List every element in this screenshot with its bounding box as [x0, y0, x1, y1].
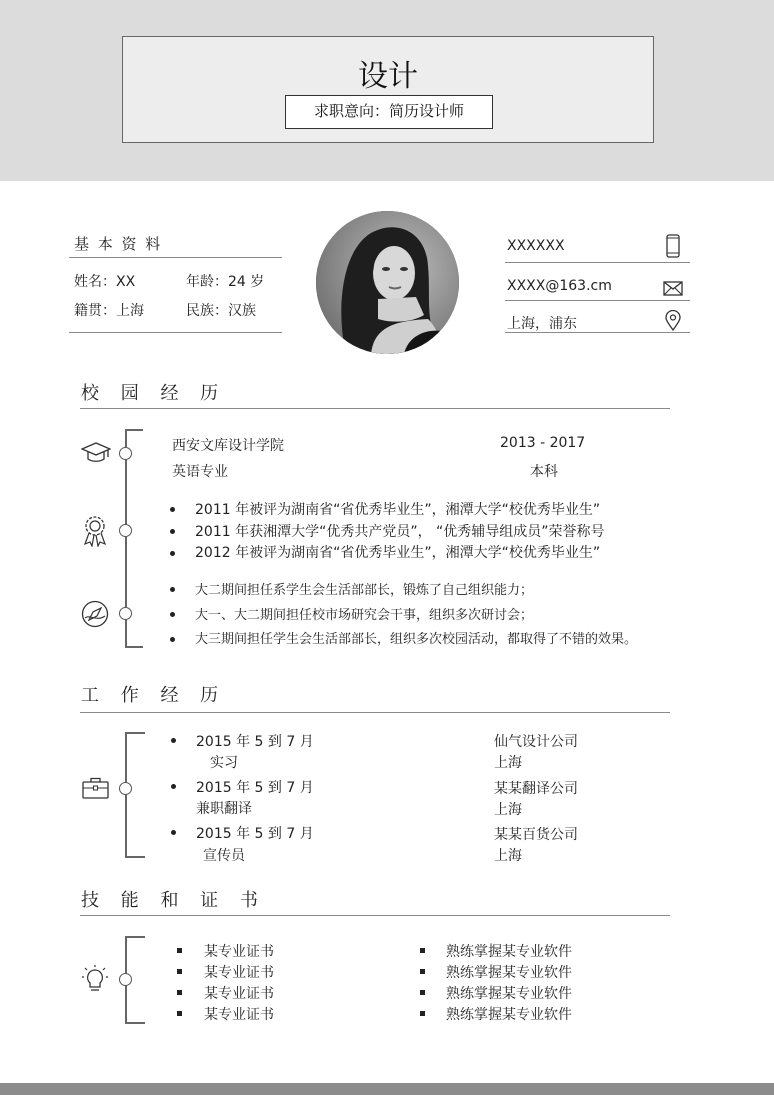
- job-date: 2015 年 5 到 7 月: [196, 826, 314, 842]
- bullet: [420, 1011, 425, 1016]
- job-city: 上海: [494, 848, 522, 864]
- timeline-cap: [125, 936, 145, 938]
- phone-icon: [666, 234, 680, 258]
- timeline-cap: [125, 646, 143, 648]
- graduation-cap-icon: [81, 442, 111, 464]
- section-divider: [80, 408, 670, 409]
- bullet: [170, 507, 175, 512]
- timeline-dot: [119, 447, 132, 460]
- bullet: [420, 948, 425, 953]
- bullet: [177, 1011, 182, 1016]
- bullet: [170, 529, 175, 534]
- job-date: 2015 年 5 到 7 月: [196, 734, 314, 750]
- degree: 本科: [530, 464, 558, 480]
- timeline-dot: [119, 973, 132, 986]
- bullet: [177, 969, 182, 974]
- divider: [69, 257, 282, 258]
- software-item: 熟练掌握某专业软件: [446, 1007, 572, 1023]
- job-city: 上海: [494, 755, 522, 771]
- bullet: [170, 637, 175, 642]
- bullet: [420, 969, 425, 974]
- award-item: 2011 年被评为湖南省“省优秀毕业生”，湘潭大学“校优秀毕业生”: [195, 502, 601, 518]
- timeline-dot: [119, 607, 132, 620]
- mail-icon: [663, 281, 683, 296]
- award-medal-icon: [82, 515, 108, 547]
- bullet: [171, 830, 176, 835]
- divider: [505, 332, 690, 333]
- bullet: [171, 738, 176, 743]
- location-pin-icon: [665, 310, 681, 331]
- title-box: [122, 36, 654, 143]
- award-item: 2011 年获湘潭大学“优秀共产党员”， “优秀辅导组成员”荣誉称号: [195, 524, 605, 540]
- school-name: 西安文库设计学院: [172, 438, 284, 454]
- name-field: 姓名：XX: [74, 274, 136, 290]
- activity-item: 大一、大二期间担任校市场研究会干事，组织多次研讨会；: [195, 608, 534, 623]
- timeline-dot: [119, 524, 132, 537]
- avatar: [316, 211, 459, 354]
- bullet: [177, 948, 182, 953]
- section-divider: [80, 712, 670, 713]
- job-role: 兼职翻译: [196, 801, 252, 817]
- activity-item: 大三期间担任学生会生活部部长，组织多次校园活动，都取得了不错的效果。: [195, 632, 638, 647]
- divider: [505, 262, 690, 263]
- job-company: 某某百货公司: [494, 827, 578, 843]
- resume-title: 设计: [358, 59, 418, 94]
- job-role: 实习: [210, 755, 238, 771]
- software-item: 熟练掌握某专业软件: [446, 965, 572, 981]
- email-value: XXXX@163.cm: [507, 278, 612, 294]
- address-value: 上海，浦东: [507, 316, 577, 332]
- job-date: 2015 年 5 到 7 月: [196, 780, 314, 796]
- footer-bar: [0, 1083, 774, 1095]
- briefcase-icon: [82, 777, 109, 799]
- cert-item: 某专业证书: [204, 965, 274, 981]
- activity-item: 大二期间担任系学生会生活部部长，锻炼了自己组织能力；: [195, 583, 534, 598]
- job-company: 某某翻译公司: [494, 781, 578, 797]
- bullet: [170, 551, 175, 556]
- job-role: 宣传员: [203, 848, 245, 864]
- work-heading: 工 作 经 历: [81, 685, 227, 706]
- cert-item: 某专业证书: [204, 944, 274, 960]
- bullet: [420, 990, 425, 995]
- phone-value: XXXXXX: [507, 238, 565, 254]
- timeline-cap: [125, 732, 145, 734]
- timeline-cap: [125, 429, 143, 431]
- timeline-cap: [125, 1022, 145, 1024]
- skills-heading: 技 能 和 证 书: [81, 890, 266, 911]
- job-objective: 求职意向：简历设计师: [285, 95, 493, 129]
- bullet: [171, 784, 176, 789]
- job-company: 仙气设计公司: [494, 734, 578, 750]
- timeline-dot: [119, 782, 132, 795]
- major: 英语专业: [172, 464, 228, 480]
- compass-icon: [81, 600, 109, 628]
- cert-item: 某专业证书: [204, 1007, 274, 1023]
- lightbulb-icon: [81, 964, 109, 994]
- bullet: [170, 587, 175, 592]
- origin-field: 籍贯：上海: [74, 303, 144, 319]
- ethnicity-field: 民族：汉族: [186, 303, 256, 319]
- bullet: [177, 990, 182, 995]
- job-city: 上海: [494, 802, 522, 818]
- section-divider: [80, 915, 670, 916]
- award-item: 2012 年被评为湖南省“省优秀毕业生”，湘潭大学“校优秀毕业生”: [195, 545, 601, 561]
- divider: [69, 332, 282, 333]
- software-item: 熟练掌握某专业软件: [446, 944, 572, 960]
- campus-heading: 校 园 经 历: [81, 383, 227, 404]
- basic-info-heading: 基 本 资 料: [74, 235, 163, 253]
- bullet: [170, 612, 175, 617]
- divider: [505, 300, 690, 301]
- software-item: 熟练掌握某专业软件: [446, 986, 572, 1002]
- school-years: 2013 - 2017: [500, 435, 586, 451]
- timeline-cap: [125, 856, 145, 858]
- cert-item: 某专业证书: [204, 986, 274, 1002]
- age-field: 年龄：24 岁: [186, 274, 265, 290]
